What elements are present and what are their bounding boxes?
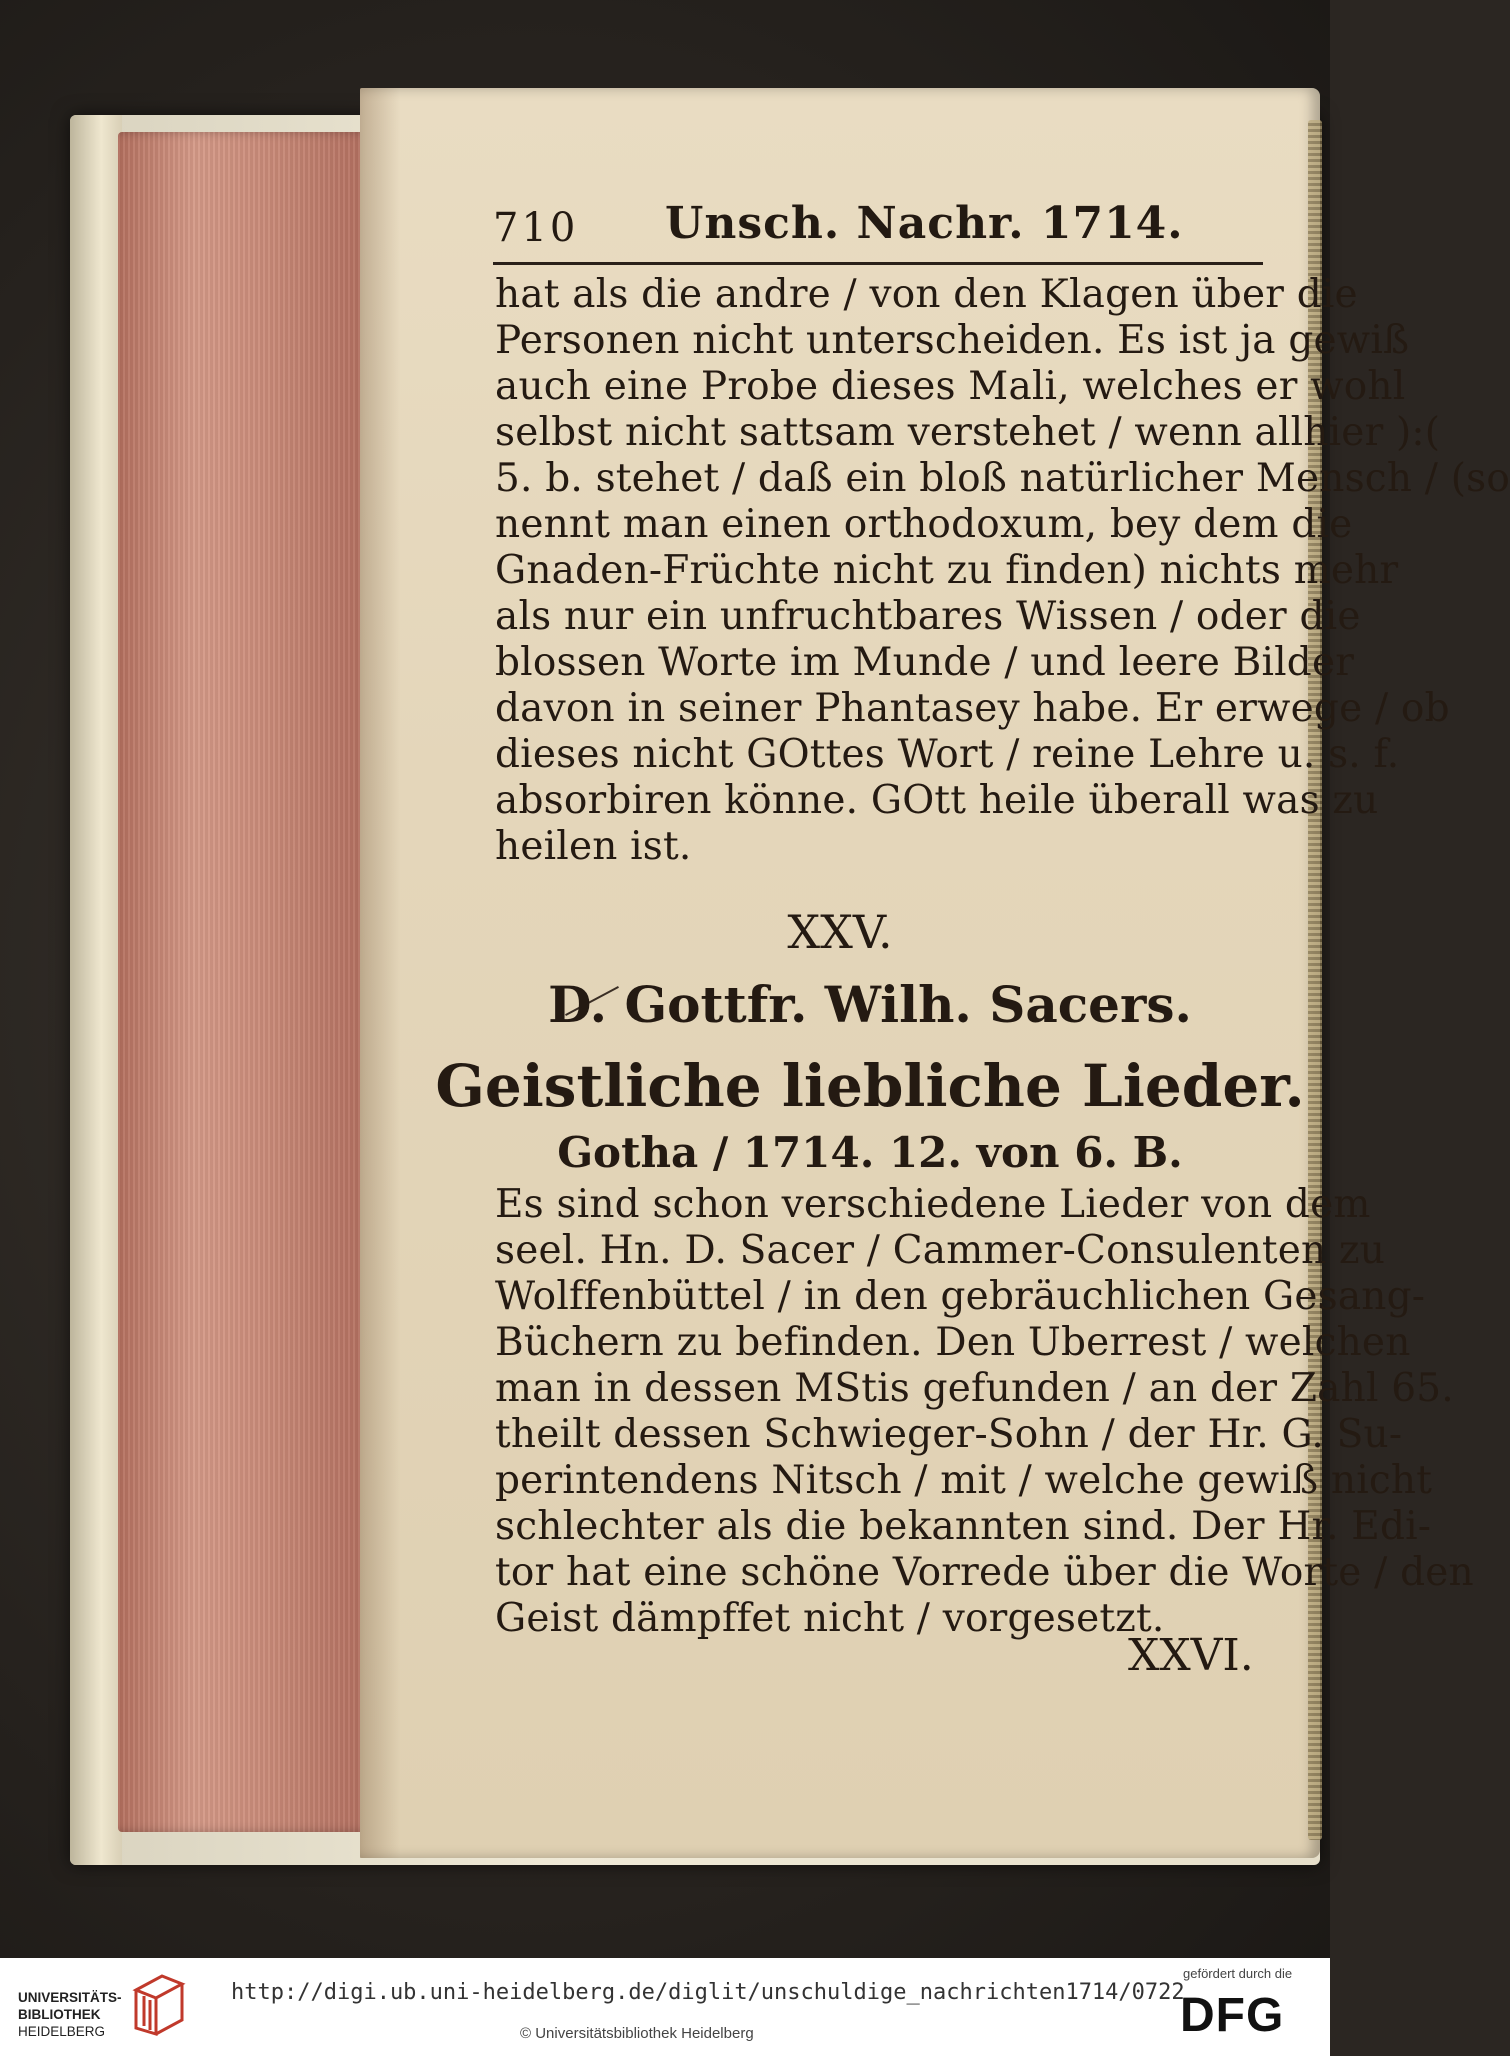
text-line: Wolffenbüttel / in den gebräuchlichen Gesang- (495, 1274, 1426, 1319)
funding-note: gefördert durch die (1183, 1966, 1293, 1981)
running-title: Unsch. Nachr. 1714. (665, 198, 1184, 249)
text-line: absorbiren könne. GOtt heile überall was zu (495, 778, 1379, 823)
text-line: auch eine Probe dieses Mali, welches er wohl (495, 364, 1406, 409)
library-logo-icon (128, 1970, 188, 2036)
text-line: Büchern zu befinden. Den Uberrest / welchen (495, 1320, 1411, 1365)
header-rule (493, 262, 1263, 265)
cover-rim (70, 115, 122, 1865)
library-name (18, 1989, 122, 2040)
section-number: XXV. (787, 905, 893, 959)
text-line: Geist dämpffet nicht / vorgesetzt. (495, 1596, 1165, 1641)
text-line: Personen nicht unterscheiden. Es ist ja gewiß (495, 318, 1410, 363)
red-page-edges (118, 132, 373, 1832)
text-line: tor hat eine schöne Vorrede über die Worte / den (495, 1550, 1474, 1595)
publication-info: Gotha / 1714. 12. von 6. B. (557, 1128, 1183, 1177)
text-line: perintendens Nitsch / mit / welche gewiß nicht (495, 1458, 1433, 1503)
copyright-notice: © Universitätsbibliothek Heidelberg (520, 2025, 754, 2042)
catchword: XXVI. (1128, 1630, 1254, 1681)
text-line: selbst nicht sattsam verstehet / wenn allhier ):( (495, 410, 1441, 455)
text-line: Gnaden-Früchte nicht zu finden) nichts mehr (495, 548, 1399, 593)
spine-shade (360, 88, 400, 1858)
text-line: Es sind schon verschiedene Lieder von dem (495, 1182, 1371, 1227)
text-line: theilt dessen Schwieger-Sohn / der Hr. G. Su- (495, 1412, 1403, 1457)
text-line: davon in seiner Phantasey habe. Er erwege / ob (495, 686, 1450, 731)
text-line: hat als die andre / von den Klagen über die (495, 272, 1358, 317)
text-line: dieses nicht GOttes Wort / reine Lehre u. s. f. (495, 732, 1400, 777)
library-line-2: BIBLIOTHEK (18, 2007, 101, 2022)
library-line-3: HEIDELBERG (18, 2024, 106, 2039)
source-url-link[interactable]: http://digi.ub.uni-heidelberg.de/diglit/unschuldige_nachrichten1714/0722 (231, 1980, 1185, 2005)
library-line-1: UNIVERSITÄTS- (18, 1990, 122, 2005)
text-line: nennt man einen orthodoxum, bey dem die (495, 502, 1353, 547)
text-line: seel. Hn. D. Sacer / Cammer-Consulenten zu (495, 1228, 1386, 1273)
text-line: blossen Worte im Munde / und leere Bilder (495, 640, 1355, 685)
section-author: D. Gottfr. Wilh. Sacers. (548, 975, 1192, 1034)
text-line: 5. b. stehet / daß ein bloß natürlicher Mensch / (so (495, 456, 1510, 501)
text-line: heilen ist. (495, 824, 692, 869)
text-line: als nur ein unfruchtbares Wissen / oder die (495, 594, 1361, 639)
text-line: schlechter als die bekannten sind. Der Hr. Edi- (495, 1504, 1432, 1549)
text-line: man in dessen MStis gefunden / an der Zahl 65. (495, 1366, 1454, 1411)
dfg-logo: DFG (1180, 1989, 1285, 2042)
page-number: 710 (493, 205, 579, 251)
section-title: Geistliche liebliche Lieder. (435, 1052, 1305, 1120)
